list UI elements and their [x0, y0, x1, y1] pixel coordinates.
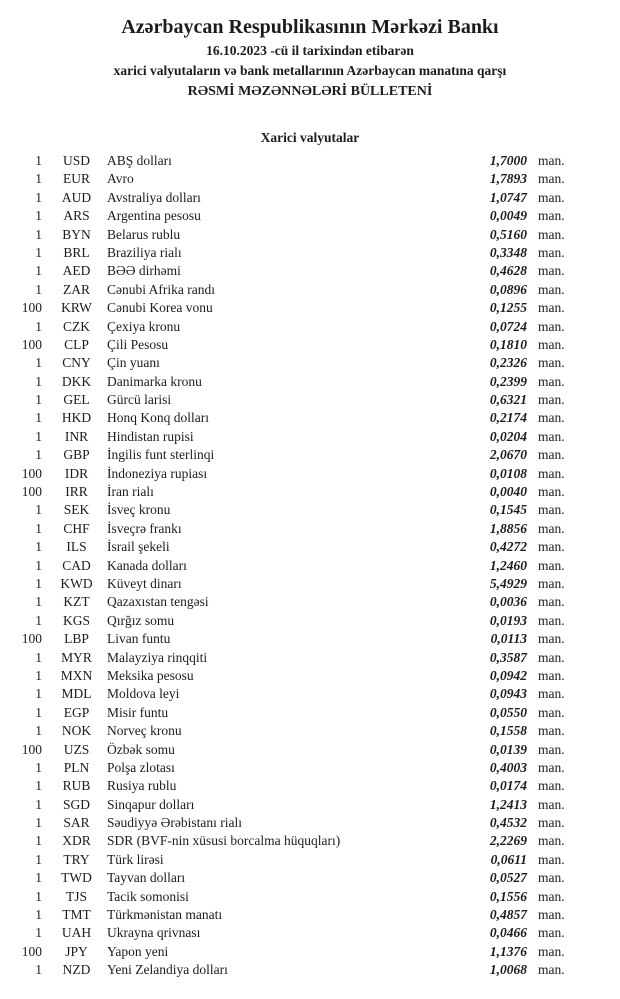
row-unit: man.	[538, 870, 565, 886]
row-unit: man.	[538, 520, 565, 536]
row-currency-name: Yeni Zelandiya dolları	[107, 962, 228, 978]
row-rate: 1,8856	[489, 520, 527, 536]
row-currency-code: BYN	[62, 226, 91, 242]
row-currency-name: Moldova leyi	[107, 686, 180, 702]
row-unit: man.	[538, 851, 565, 867]
table-row	[0, 722, 620, 740]
row-rate: 0,0550	[489, 704, 527, 720]
row-rate: 0,4628	[489, 263, 527, 279]
row-currency-code: TWD	[61, 870, 92, 886]
row-currency-code: UAH	[61, 925, 92, 941]
row-currency-name: Misir funtu	[107, 704, 169, 720]
table-row	[0, 649, 620, 667]
row-unit: man.	[538, 888, 565, 904]
row-unit: man.	[538, 833, 565, 849]
row-currency-code: SEK	[63, 502, 90, 518]
row-unit: man.	[538, 318, 565, 334]
row-quantity: 1	[35, 520, 42, 536]
row-rate: 0,5160	[489, 226, 527, 242]
table-row	[0, 851, 620, 869]
table-row	[0, 318, 620, 336]
row-currency-code: CNY	[62, 355, 91, 371]
table-row	[0, 796, 620, 814]
row-currency-name: ABŞ dolları	[107, 153, 172, 168]
row-currency-name: Səudiyyə Ərəbistanı rialı	[107, 815, 242, 831]
document-header	[0, 0, 620, 102]
row-unit: man.	[538, 925, 565, 941]
row-quantity: 100	[21, 336, 42, 352]
row-quantity: 1	[35, 723, 42, 739]
row-currency-code: SGD	[62, 796, 90, 812]
row-currency-name: Rusiya rublu	[107, 778, 177, 794]
row-currency-name: Küveyt dinarı	[107, 575, 182, 591]
row-unit: man.	[538, 594, 565, 610]
row-quantity: 1	[35, 667, 42, 683]
row-currency-code: AUD	[61, 189, 92, 205]
row-unit: man.	[538, 373, 565, 389]
table-row	[0, 483, 620, 501]
row-quantity: 100	[21, 465, 42, 481]
row-quantity: 1	[35, 153, 42, 168]
row-rate: 0,0036	[489, 594, 527, 610]
table-row	[0, 465, 620, 483]
section-title-foreign-currencies: Xarici valyutalar	[260, 130, 360, 145]
subtitle-line: xarici valyutaların və bank metallarının Azərbaycan manatına qarşı	[113, 63, 507, 78]
table-row	[0, 575, 620, 593]
row-currency-name: Kanada dolları	[107, 557, 187, 573]
row-rate: 0,0049	[489, 208, 527, 224]
table-row	[0, 281, 620, 299]
row-quantity: 1	[35, 355, 42, 371]
row-currency-name: Sinqapur dolları	[107, 796, 195, 812]
row-unit: man.	[538, 502, 565, 518]
row-currency-code: ILS	[66, 539, 87, 555]
table-row	[0, 207, 620, 225]
row-rate: 0,2399	[489, 373, 527, 389]
row-quantity: 100	[21, 741, 42, 757]
row-currency-name: Braziliya rialı	[107, 244, 182, 260]
row-quantity: 1	[35, 263, 42, 279]
table-row	[0, 961, 620, 979]
row-currency-name: Tayvan dolları	[107, 870, 186, 886]
row-quantity: 1	[35, 594, 42, 610]
row-currency-code: INR	[64, 428, 89, 444]
table-row	[0, 869, 620, 887]
row-currency-name: Belarus rublu	[107, 226, 181, 242]
row-currency-name: Qırğız somu	[107, 612, 175, 628]
row-currency-code: LBP	[64, 631, 89, 647]
row-currency-code: GEL	[63, 392, 90, 408]
row-quantity: 1	[35, 851, 42, 867]
row-currency-code: ARS	[63, 208, 90, 224]
row-currency-name: Livan funtu	[107, 631, 171, 647]
row-unit: man.	[538, 153, 565, 168]
row-rate: 0,0896	[489, 281, 527, 297]
row-currency-code: ZAR	[63, 281, 90, 297]
row-currency-code: MXN	[60, 667, 93, 683]
row-currency-name: Meksika pesosu	[107, 667, 194, 683]
row-rate: 0,3587	[489, 649, 527, 665]
row-currency-code: CZK	[63, 318, 90, 334]
row-currency-code: HKD	[61, 410, 92, 426]
table-row	[0, 814, 620, 832]
row-quantity: 1	[35, 244, 42, 260]
table-row	[0, 593, 620, 611]
row-quantity: 1	[35, 208, 42, 224]
row-currency-name: Hindistan rupisi	[107, 428, 194, 444]
row-rate: 0,0040	[489, 484, 527, 500]
row-quantity: 1	[35, 833, 42, 849]
row-currency-code: SAR	[63, 815, 90, 831]
row-quantity: 100	[21, 300, 42, 316]
row-rate: 0,1810	[489, 336, 527, 352]
table-row	[0, 777, 620, 795]
row-currency-code: DKK	[61, 373, 92, 389]
row-rate: 1,7000	[489, 153, 527, 168]
rates-table	[0, 152, 620, 980]
row-unit: man.	[538, 741, 565, 757]
row-currency-code: AED	[62, 263, 91, 279]
row-quantity: 1	[35, 410, 42, 426]
row-currency-name: İndoneziya rupiası	[107, 465, 208, 481]
row-currency-name: BƏƏ dirhəmi	[107, 263, 181, 279]
row-quantity: 1	[35, 281, 42, 297]
row-rate: 0,1556	[489, 888, 527, 904]
row-quantity: 100	[21, 631, 42, 647]
row-quantity: 1	[35, 575, 42, 591]
row-rate: 0,3348	[489, 244, 527, 260]
table-row	[0, 226, 620, 244]
row-rate: 0,1255	[489, 300, 527, 316]
table-row	[0, 446, 620, 464]
row-currency-code: USD	[62, 153, 90, 168]
table-row	[0, 409, 620, 427]
row-unit: man.	[538, 759, 565, 775]
row-quantity: 1	[35, 888, 42, 904]
effective-date-line: 16.10.2023 -cü il tarixindən etibarən	[206, 43, 414, 58]
row-unit: man.	[538, 447, 565, 463]
row-currency-code: UZS	[63, 741, 90, 757]
row-rate: 0,4003	[489, 759, 527, 775]
row-rate: 2,0670	[489, 447, 527, 463]
row-quantity: 1	[35, 612, 42, 628]
row-rate: 0,4532	[489, 815, 527, 831]
row-quantity: 1	[35, 557, 42, 573]
row-quantity: 1	[35, 962, 42, 978]
table-row	[0, 299, 620, 317]
row-unit: man.	[538, 649, 565, 665]
row-currency-name: İsveçrə frankı	[107, 520, 182, 536]
row-rate: 0,0466	[489, 925, 527, 941]
row-currency-code: PLN	[63, 759, 90, 775]
row-unit: man.	[538, 796, 565, 812]
row-currency-code: CHF	[63, 520, 90, 536]
row-currency-name: Norveç kronu	[107, 723, 182, 739]
table-row	[0, 538, 620, 556]
row-rate: 0,0611	[490, 851, 527, 867]
table-row	[0, 888, 620, 906]
table-row	[0, 832, 620, 850]
row-currency-name: Gürcü larisi	[107, 392, 172, 408]
row-currency-code: CLP	[64, 336, 89, 352]
table-row	[0, 906, 620, 924]
row-currency-code: IRR	[65, 484, 88, 500]
row-currency-name: Çin yuanı	[107, 355, 160, 371]
row-rate: 0,0942	[489, 667, 527, 683]
row-quantity: 1	[35, 759, 42, 775]
row-currency-name: Cənubi Korea vonu	[107, 300, 213, 316]
row-unit: man.	[538, 704, 565, 720]
row-unit: man.	[538, 208, 565, 224]
row-unit: man.	[538, 612, 565, 628]
row-quantity: 1	[35, 815, 42, 831]
row-currency-name: SDR (BVF-nin xüsusi borcalma hüquqları)	[107, 833, 341, 849]
row-rate: 1,1376	[489, 943, 527, 959]
row-currency-name: Çexiya kronu	[107, 318, 181, 334]
row-unit: man.	[538, 465, 565, 481]
table-row	[0, 759, 620, 777]
row-quantity: 1	[35, 392, 42, 408]
row-currency-code: KWD	[60, 575, 93, 591]
row-currency-name: İsveç kronu	[107, 502, 171, 518]
row-unit: man.	[538, 631, 565, 647]
row-currency-code: GBP	[63, 447, 90, 463]
row-currency-code: EUR	[63, 171, 90, 187]
row-unit: man.	[538, 244, 565, 260]
row-quantity: 1	[35, 704, 42, 720]
row-quantity: 1	[35, 373, 42, 389]
row-currency-name: Cənubi Afrika randı	[107, 281, 215, 297]
table-row	[0, 741, 620, 759]
row-rate: 0,1545	[489, 502, 527, 518]
bulletin-title: RƏSMİ MƏZƏNNƏLƏRİ BÜLLETENİ	[187, 84, 433, 99]
row-rate: 5,4929	[489, 575, 527, 591]
table-row	[0, 520, 620, 538]
row-rate: 1,2460	[489, 557, 527, 573]
row-currency-name: Danimarka kronu	[107, 373, 202, 389]
row-unit: man.	[538, 962, 565, 978]
row-unit: man.	[538, 300, 565, 316]
row-unit: man.	[538, 539, 565, 555]
row-currency-name: Çili Pesosu	[107, 336, 169, 352]
row-unit: man.	[538, 907, 565, 923]
row-unit: man.	[538, 943, 565, 959]
row-currency-code: NOK	[61, 723, 92, 739]
row-rate: 0,0139	[489, 741, 527, 757]
row-rate: 0,4272	[489, 539, 527, 555]
row-rate: 0,4857	[489, 907, 527, 923]
row-unit: man.	[538, 263, 565, 279]
row-unit: man.	[538, 667, 565, 683]
row-currency-name: İngilis funt sterlinqi	[107, 447, 215, 463]
row-unit: man.	[538, 778, 565, 794]
row-currency-name: Malayziya rinqqiti	[107, 649, 208, 665]
table-row	[0, 667, 620, 685]
row-currency-name: Avstraliya dolları	[107, 189, 201, 205]
row-rate: 0,0113	[490, 631, 527, 647]
row-quantity: 1	[35, 171, 42, 187]
row-unit: man.	[538, 336, 565, 352]
row-currency-code: JPY	[65, 943, 88, 959]
row-currency-name: Qazaxıstan tengəsi	[107, 594, 209, 610]
row-currency-name: Türk lirəsi	[107, 851, 164, 867]
row-unit: man.	[538, 484, 565, 500]
table-row	[0, 704, 620, 722]
row-currency-name: Ukrayna qrivnası	[107, 925, 201, 941]
row-rate: 0,2174	[489, 410, 527, 426]
table-row	[0, 244, 620, 262]
row-unit: man.	[538, 723, 565, 739]
row-currency-code: KZT	[63, 594, 90, 610]
row-quantity: 1	[35, 447, 42, 463]
row-unit: man.	[538, 355, 565, 371]
row-unit: man.	[538, 575, 565, 591]
table-row	[0, 501, 620, 519]
row-rate: 1,0068	[489, 962, 527, 978]
row-rate: 0,0204	[489, 428, 527, 444]
table-row	[0, 262, 620, 280]
table-row	[0, 924, 620, 942]
row-quantity: 1	[35, 318, 42, 334]
row-currency-name: Polşa zlotası	[107, 759, 175, 775]
row-currency-code: RUB	[62, 778, 91, 794]
table-row	[0, 354, 620, 372]
row-currency-name: Honq Konq dolları	[107, 410, 209, 426]
row-unit: man.	[538, 410, 565, 426]
row-unit: man.	[538, 557, 565, 573]
row-currency-code: KGS	[62, 612, 90, 628]
row-unit: man.	[538, 281, 565, 297]
row-currency-name: Argentina pesosu	[107, 208, 201, 224]
row-quantity: 1	[35, 686, 42, 702]
row-quantity: 1	[35, 502, 42, 518]
table-row	[0, 685, 620, 703]
row-quantity: 1	[35, 778, 42, 794]
row-quantity: 1	[35, 226, 42, 242]
row-currency-code: TJS	[65, 888, 87, 904]
row-quantity: 100	[21, 943, 42, 959]
row-rate: 0,0193	[489, 612, 527, 628]
row-rate: 0,0943	[489, 686, 527, 702]
row-quantity: 100	[21, 484, 42, 500]
row-rate: 0,0527	[489, 870, 527, 886]
table-row	[0, 428, 620, 446]
row-rate: 0,2326	[489, 355, 527, 371]
row-unit: man.	[538, 189, 565, 205]
table-row	[0, 336, 620, 354]
row-currency-code: TMT	[62, 907, 91, 923]
table-row	[0, 630, 620, 648]
table-row	[0, 943, 620, 961]
table-row	[0, 170, 620, 188]
row-currency-code: XDR	[62, 833, 91, 849]
row-currency-code: TRY	[63, 851, 90, 867]
row-rate: 1,2413	[489, 796, 527, 812]
row-quantity: 1	[35, 649, 42, 665]
table-row	[0, 612, 620, 630]
row-quantity: 1	[35, 796, 42, 812]
row-currency-code: MDL	[61, 686, 92, 702]
row-currency-name: Tacik somonisi	[107, 888, 189, 904]
row-quantity: 1	[35, 907, 42, 923]
row-currency-code: KRW	[61, 300, 92, 316]
row-unit: man.	[538, 815, 565, 831]
row-quantity: 1	[35, 428, 42, 444]
row-currency-code: BRL	[63, 244, 90, 260]
row-unit: man.	[538, 226, 565, 242]
row-quantity: 1	[35, 189, 42, 205]
row-quantity: 1	[35, 539, 42, 555]
row-currency-name: İran rialı	[107, 484, 154, 500]
table-row	[0, 189, 620, 207]
row-rate: 1,0747	[489, 189, 527, 205]
row-rate: 2,2269	[489, 833, 527, 849]
table-row	[0, 152, 620, 170]
row-currency-name: Yapon yeni	[107, 943, 169, 959]
row-unit: man.	[538, 686, 565, 702]
row-currency-name: Avro	[107, 171, 134, 187]
row-currency-name: Türkmənistan manatı	[107, 907, 223, 923]
row-quantity: 1	[35, 870, 42, 886]
row-unit: man.	[538, 428, 565, 444]
row-rate: 0,0174	[489, 778, 527, 794]
row-rate: 0,0108	[489, 465, 527, 481]
row-rate: 0,6321	[489, 392, 527, 408]
row-rate: 0,0724	[489, 318, 527, 334]
row-currency-name: Özbək somu	[107, 741, 175, 757]
row-quantity: 1	[35, 925, 42, 941]
row-unit: man.	[538, 392, 565, 408]
row-currency-code: EGP	[63, 704, 90, 720]
bank-title: Azərbaycan Respublikasının Mərkəzi Bankı	[121, 16, 499, 38]
table-row	[0, 391, 620, 409]
row-currency-code: MYR	[61, 649, 92, 665]
row-currency-code: NZD	[62, 962, 91, 978]
row-rate: 0,1558	[489, 723, 527, 739]
row-currency-code: IDR	[64, 465, 89, 481]
row-currency-code: CAD	[62, 557, 91, 573]
table-row	[0, 373, 620, 391]
row-rate: 1,7893	[489, 171, 527, 187]
table-row	[0, 557, 620, 575]
row-currency-name: İsrail şekeli	[107, 539, 170, 555]
row-unit: man.	[538, 171, 565, 187]
